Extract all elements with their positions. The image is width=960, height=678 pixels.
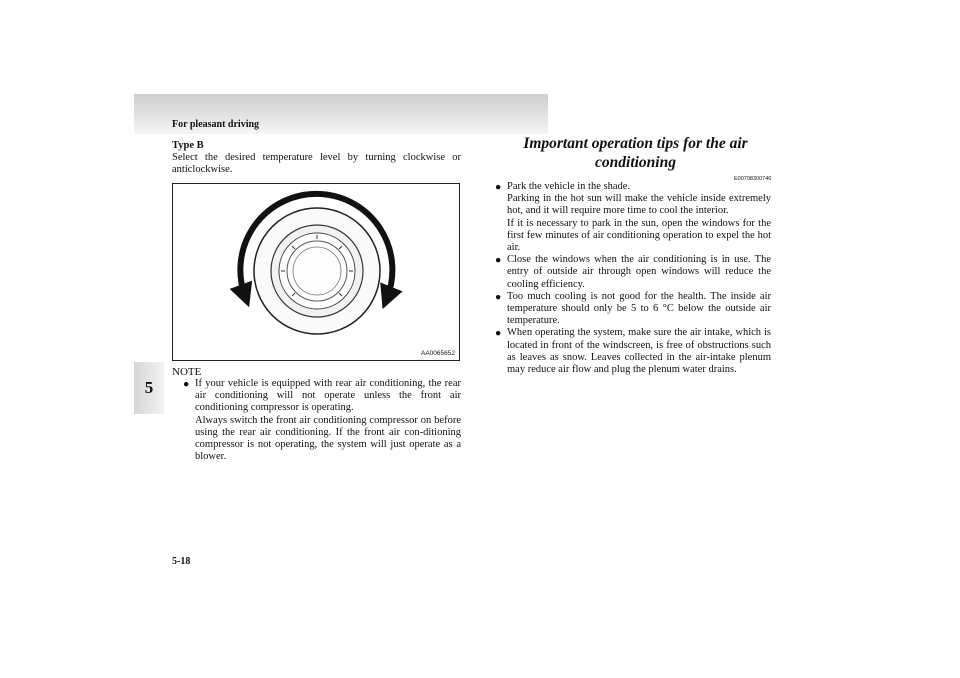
tip-item: [495, 193, 771, 217]
type-label: Type B: [172, 140, 204, 151]
tip-item-text: Too much cooling is not good for the health. The inside air temperature should only be 5 to 6 °C below the outside air temperature.: [507, 290, 771, 327]
note-label: NOTE: [172, 366, 202, 378]
note-item-text: If your vehicle is equipped with rear air conditioning, the rear air conditioning will not operate unless the front air conditioning compressor is operating.: [195, 378, 461, 414]
bullet-icon: ●: [183, 379, 190, 390]
tip-item: [495, 218, 771, 255]
dial-knob: [287, 241, 347, 301]
note-item: [183, 415, 461, 464]
tip-item-text: Close the windows when the air conditioning is in use. The entry of outside air through open windows will reduce the cooling efficiency.: [507, 254, 771, 290]
note-item: [183, 378, 461, 415]
bullet-icon: ●: [495, 328, 502, 340]
tip-item: [495, 291, 771, 328]
tip-item-text: Parking in the hot sun will make the vehicle inside extremely hot, and it will require more time to cool the interior.: [507, 193, 771, 217]
tip-item: [495, 254, 771, 291]
section-heading: Important operation tips for the air conditioning: [523, 135, 748, 171]
tip-item-text: When operating the system, make sure the air intake, which is located in front of the windscreen, is free of obstructions such as leaves as snow. Leaves collected in the air-intake plenum may reduce air flow and plug the plenum water drains.: [507, 327, 771, 376]
page-number: 5-18: [172, 556, 191, 567]
section-title: For pleasant driving: [172, 119, 260, 130]
temperature-dial-figure: [172, 183, 460, 361]
intro-text: Select the desired temperature level by turning clockwise or anticlockwise.: [172, 152, 461, 176]
section-code: E00708300746: [734, 176, 772, 182]
tip-item-text: Park the vehicle in the shade.: [507, 181, 631, 192]
bullet-icon: ●: [495, 182, 502, 193]
chapter-number: 5: [144, 378, 154, 397]
tips-list: [495, 181, 771, 376]
figure-code: AA0065652: [421, 350, 455, 357]
bullet-icon: ●: [495, 291, 502, 303]
temperature-dial-illustration: [173, 184, 461, 362]
note-item-text: Always switch the front air conditioning compressor on before using the rear air conditioning. If the front air con-ditioning compressor is not operating, the system will just operate as a blower.: [195, 414, 461, 463]
tip-item-text: If it is necessary to park in the sun, open the windows for the first few minutes of air conditioning operation to expel the hot air.: [507, 217, 771, 254]
tip-item: [495, 327, 771, 376]
chapter-tab: [134, 362, 164, 414]
bullet-icon: ●: [495, 255, 502, 267]
note-list: [183, 378, 461, 463]
tip-item: [495, 181, 771, 193]
